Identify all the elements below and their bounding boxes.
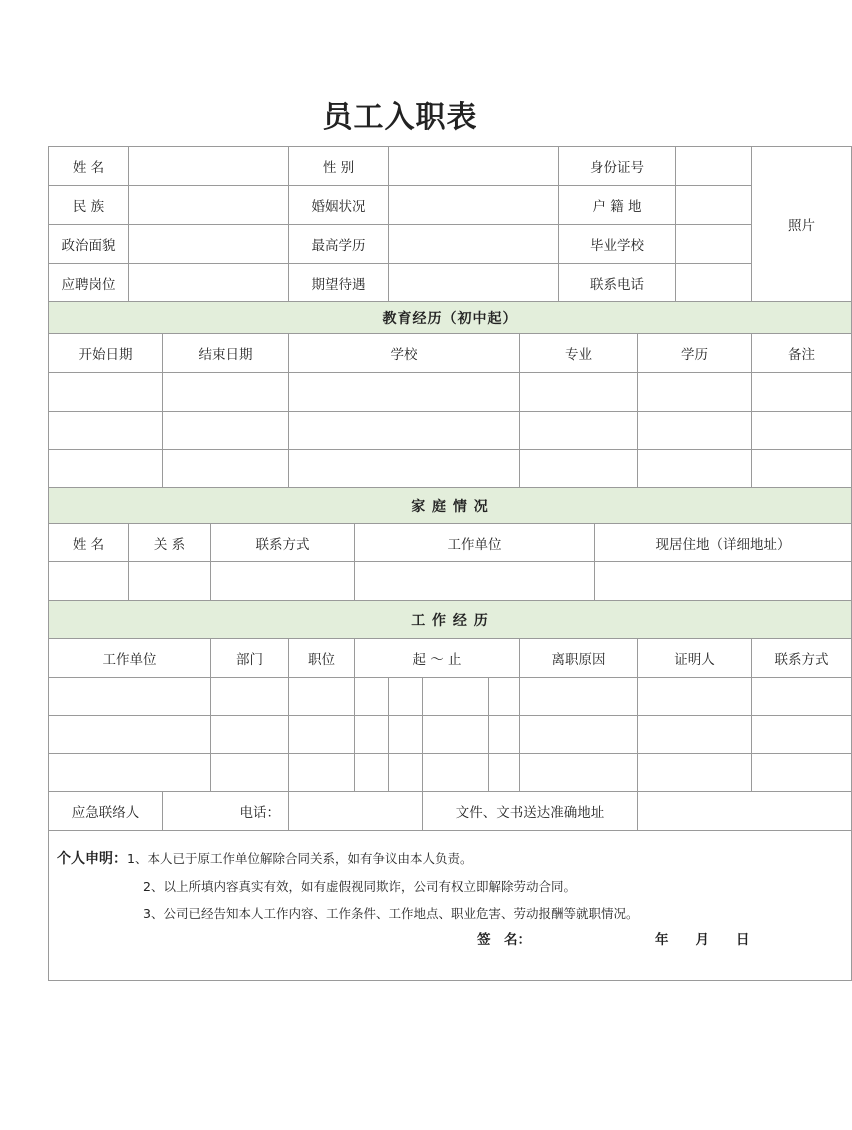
field-phone[interactable]	[289, 792, 423, 831]
label-political-status: 政治面貌	[49, 225, 129, 264]
work-col-department: 部门	[211, 639, 289, 678]
table-row	[49, 716, 852, 754]
fam-col-relation: 关 系	[129, 524, 211, 562]
declaration-item-3: 3、公司已经告知本人工作内容、工作条件、工作地点、职业危害、劳动报酬等就职情况。	[143, 906, 639, 921]
field-ethnicity[interactable]	[129, 186, 289, 225]
declaration-item-2: 2、以上所填内容真实有效，如有虚假视同欺诈，公司有权立即解除劳动合同。	[143, 879, 576, 894]
field-name[interactable]	[129, 147, 289, 186]
fam-col-employer: 工作单位	[355, 524, 595, 562]
edu-col-major: 专业	[520, 334, 638, 373]
table-row	[49, 412, 852, 450]
declaration-item-1: 1、本人已于原工作单位解除合同关系，如有争议由本人负责。	[127, 851, 473, 866]
signature-label[interactable]: 签 名：	[477, 932, 531, 948]
education-section-header: 教育经历（初中起）	[49, 302, 852, 334]
label-contact-phone: 联系电话	[559, 264, 676, 302]
edu-col-degree: 学历	[638, 334, 752, 373]
label-marital-status: 婚姻状况	[289, 186, 389, 225]
edu-col-school: 学校	[289, 334, 520, 373]
date-label[interactable]: 年 月 日	[655, 932, 750, 948]
work-col-employer: 工作单位	[49, 639, 211, 678]
label-applied-position: 应聘岗位	[49, 264, 129, 302]
family-section-header: 家 庭 情 况	[49, 488, 852, 524]
label-graduation-school: 毕业学校	[559, 225, 676, 264]
label-expected-salary: 期望待遇	[289, 264, 389, 302]
fam-col-address: 现居住地（详细地址）	[595, 524, 852, 562]
field-id-number[interactable]	[676, 147, 752, 186]
declaration-heading: 个人申明：	[57, 851, 127, 867]
field-delivery-address[interactable]	[638, 792, 852, 831]
personal-declaration	[49, 831, 852, 981]
edu-col-end-date: 结束日期	[163, 334, 289, 373]
field-expected-salary[interactable]	[389, 264, 559, 302]
label-ethnicity: 民 族	[49, 186, 129, 225]
edu-col-start-date: 开始日期	[49, 334, 163, 373]
label-emergency-contact: 应急联络人	[49, 792, 163, 831]
work-col-contact: 联系方式	[752, 639, 852, 678]
table-row	[49, 678, 852, 716]
work-col-period: 起 ～ 止	[355, 639, 520, 678]
field-applied-position[interactable]	[129, 264, 289, 302]
label-delivery-address: 文件、文书送达准确地址	[423, 792, 638, 831]
field-highest-education[interactable]	[389, 225, 559, 264]
edu-col-remarks: 备注	[752, 334, 852, 373]
work-col-leave-reason: 离职原因	[520, 639, 638, 678]
field-contact-phone[interactable]	[676, 264, 752, 302]
work-col-referee: 证明人	[638, 639, 752, 678]
field-political-status[interactable]	[129, 225, 289, 264]
work-col-position: 职位	[289, 639, 355, 678]
fam-col-name: 姓 名	[49, 524, 129, 562]
field-marital-status[interactable]	[389, 186, 559, 225]
label-highest-education: 最高学历	[289, 225, 389, 264]
field-graduation-school[interactable]	[676, 225, 752, 264]
label-household-registration: 户 籍 地	[559, 186, 676, 225]
label-gender: 性 别	[289, 147, 389, 186]
label-name: 姓 名	[49, 147, 129, 186]
photo-box[interactable]: 照片	[752, 147, 852, 302]
onboarding-form-table	[48, 146, 852, 981]
field-household-registration[interactable]	[676, 186, 752, 225]
field-gender[interactable]	[389, 147, 559, 186]
table-row	[49, 754, 852, 792]
table-row	[49, 450, 852, 488]
work-section-header: 工 作 经 历	[49, 601, 852, 639]
label-id-number: 身份证号	[559, 147, 676, 186]
page-title: 员工入职表	[322, 100, 478, 135]
table-row	[49, 373, 852, 412]
fam-col-contact: 联系方式	[211, 524, 355, 562]
table-row	[49, 562, 852, 601]
label-phone: 电话：	[163, 792, 289, 831]
